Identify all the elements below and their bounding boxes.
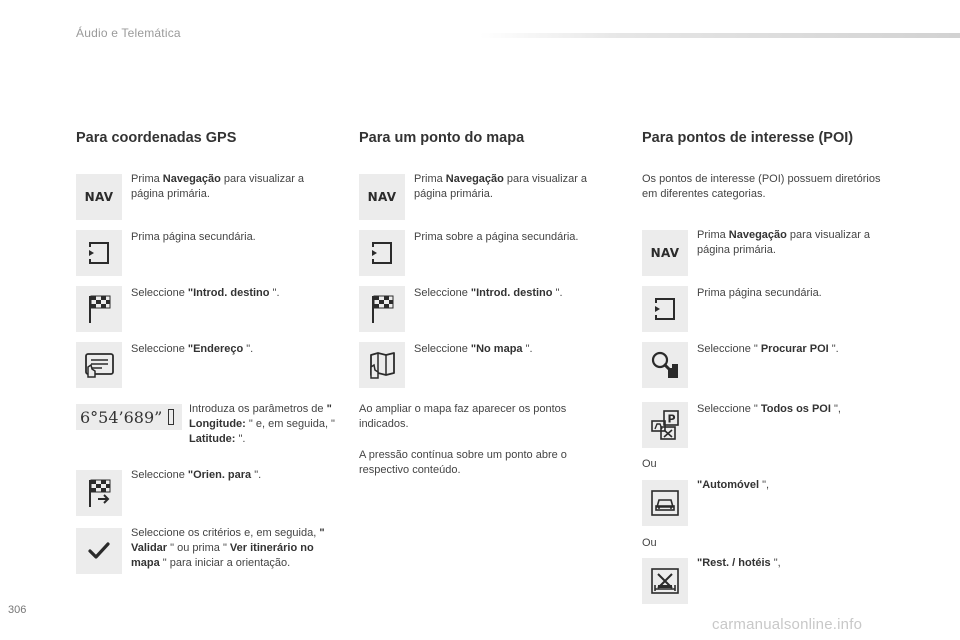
or-label: Ou bbox=[642, 458, 657, 470]
svg-text:P: P bbox=[667, 412, 676, 426]
page-number: 306 bbox=[8, 604, 27, 616]
map-zoom-note: Ao ampliar o mapa faz aparecer os pontos indicados. bbox=[359, 403, 567, 430]
or-label: Ou bbox=[642, 537, 657, 549]
address-keyboard-icon bbox=[76, 342, 122, 388]
step-text: Prima Navegação para visualizar a página primária. bbox=[414, 173, 588, 200]
section-title-gps: Para coordenadas GPS bbox=[76, 130, 237, 146]
step-text: Seleccione " Todos os POI ", bbox=[697, 403, 841, 415]
step-text: "Rest. / hotéis ", bbox=[697, 557, 781, 569]
destination-flag-icon bbox=[359, 286, 405, 332]
car-icon bbox=[642, 480, 688, 526]
all-poi-icon bbox=[642, 402, 688, 448]
step-text: Seleccione "Endereço ". bbox=[131, 343, 254, 355]
map-touch-icon bbox=[359, 342, 405, 388]
step-text: Prima Navegação para visualizar a página primária. bbox=[697, 229, 871, 256]
search-poi-icon bbox=[642, 342, 688, 388]
watermark-text: carmanualsonline.info bbox=[712, 616, 863, 633]
map-press-note: A pressão contínua sobre um ponto abre o respectivo conteúdo. bbox=[359, 449, 567, 476]
section-title-poi: Para pontos de interesse (POI) bbox=[642, 130, 854, 146]
coordinate-value: 6°54’689” bbox=[80, 407, 163, 427]
nav-label: NAV bbox=[84, 190, 114, 204]
step-text: Prima página secundária. bbox=[697, 287, 822, 299]
header-bar bbox=[480, 33, 960, 38]
step-text: Seleccione "Introd. destino ". bbox=[131, 287, 280, 299]
step-text: Seleccione " Procurar POI ". bbox=[697, 343, 839, 355]
step-text: Prima sobre a página secundária. bbox=[414, 231, 579, 243]
destination-flag-icon bbox=[76, 286, 122, 332]
step-text: Seleccione "Introd. destino ". bbox=[414, 287, 563, 299]
step-text: Prima Navegação para visualizar a página primária. bbox=[131, 173, 305, 200]
step-text: Seleccione "No mapa ". bbox=[414, 343, 533, 355]
nav-button-icon bbox=[359, 174, 405, 220]
checkmark-icon bbox=[76, 528, 122, 574]
step-text: Introduza os parâmetros de " Longitude: " e, em seguida, " Latitude: ". bbox=[189, 403, 335, 445]
coordinate-input-display bbox=[76, 404, 182, 430]
nav-label: NAV bbox=[650, 246, 680, 260]
step-text: Seleccione "Orien. para ". bbox=[131, 469, 262, 481]
restaurant-hotel-icon bbox=[642, 558, 688, 604]
secondary-page-icon bbox=[642, 286, 688, 332]
secondary-page-icon bbox=[359, 230, 405, 276]
guidance-flag-icon bbox=[76, 470, 122, 516]
page-header-title: Áudio e Telemática bbox=[76, 26, 181, 40]
step-text: Prima página secundária. bbox=[131, 231, 256, 243]
cursor-icon bbox=[168, 409, 174, 425]
step-text: Seleccione os critérios e, em seguida, " Validar " ou prima " Ver itinerário no mapa " para iniciar a orientação. bbox=[131, 527, 325, 569]
poi-intro: Os pontos de interesse (POI) possuem diretórios em diferentes categorias. bbox=[642, 173, 881, 200]
nav-button-icon bbox=[76, 174, 122, 220]
nav-label: NAV bbox=[367, 190, 397, 204]
nav-button-icon bbox=[642, 230, 688, 276]
section-title-map-point: Para um ponto do mapa bbox=[359, 130, 525, 146]
step-text: "Automóvel ", bbox=[697, 479, 770, 491]
secondary-page-icon bbox=[76, 230, 122, 276]
